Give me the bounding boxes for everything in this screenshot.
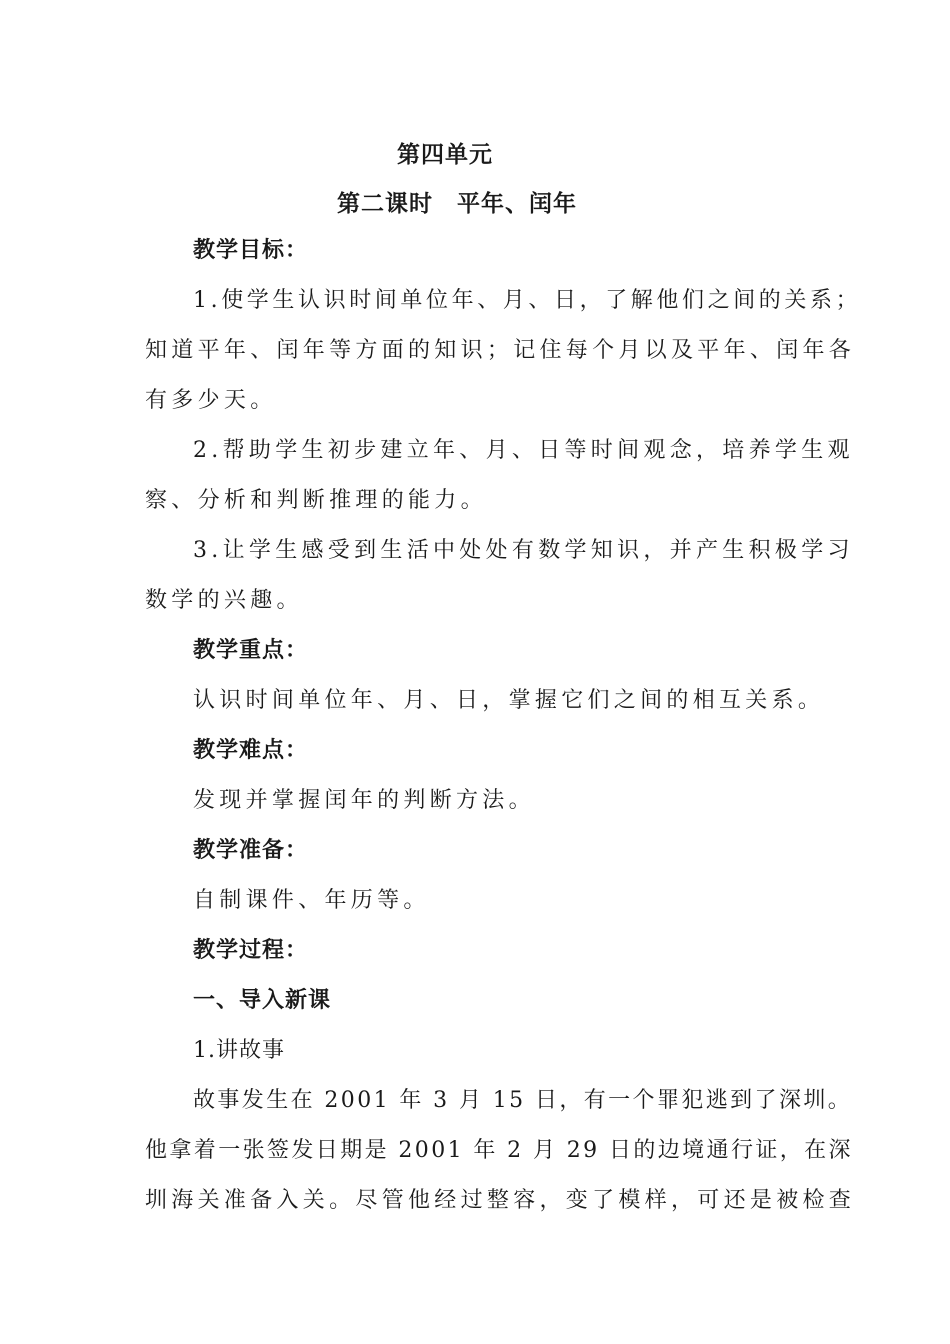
goals-heading: 教学目标： xyxy=(193,238,309,263)
step1-title: 1.讲故事 xyxy=(193,1038,285,1063)
goal1-line1: 1.使学生认识时间单位年、月、日，了解他们之间的关系； xyxy=(193,288,862,313)
process-heading: 教学过程： xyxy=(193,938,309,963)
story-line3: 圳海关准备入关。尽管他经过整容，变了模样，可还是被检查 xyxy=(145,1188,856,1213)
story-line2: 他拿着一张签发日期是 2001 年 2 月 29 日的边境通行证，在深 xyxy=(145,1138,853,1163)
section1-heading: 一、导入新课 xyxy=(193,988,332,1013)
prep-heading: 教学准备： xyxy=(193,838,309,863)
key-text: 认识时间单位年、月、日，掌握它们之间的相互关系。 xyxy=(193,688,825,713)
goal1-line3: 有多少天。 xyxy=(145,388,277,413)
goal3-line2: 数学的兴趣。 xyxy=(145,588,303,613)
prep-text: 自制课件、年历等。 xyxy=(193,888,430,913)
unit-title: 第四单元 xyxy=(397,142,493,168)
goal3-line1: 3.让学生感受到生活中处处有数学知识，并产生积极学习 xyxy=(193,538,854,563)
goal2-line1: 2.帮助学生初步建立年、月、日等时间观念，培养学生观 xyxy=(193,438,854,463)
goal2-line2: 察、分析和判断推理的能力。 xyxy=(145,488,487,513)
key-heading: 教学重点： xyxy=(193,638,309,663)
goal1-line2: 知道平年、闰年等方面的知识；记住每个月以及平年、闰年各 xyxy=(145,338,856,363)
story-line1: 故事发生在 2001 年 3 月 15 日，有一个罪犯逃到了深圳。 xyxy=(193,1088,853,1113)
lesson-title: 第二课时 平年、闰年 xyxy=(337,191,577,217)
difficulty-text: 发现并掌握闰年的判断方法。 xyxy=(193,788,535,813)
difficulty-heading: 教学难点： xyxy=(193,738,309,763)
